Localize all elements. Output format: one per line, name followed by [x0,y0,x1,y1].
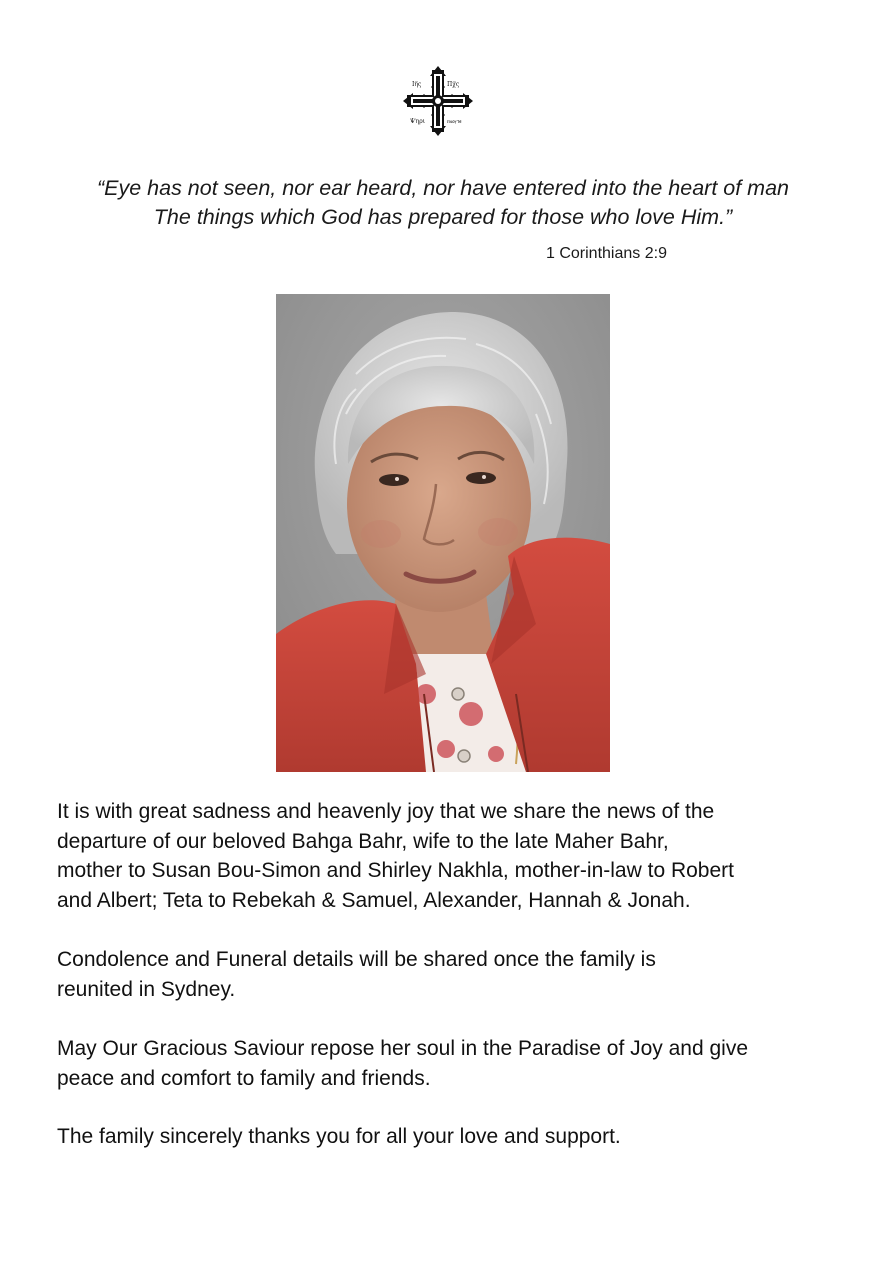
verse-line-1: “Eye has not seen, nor ear heard, nor have entered into the heart of man [96,176,790,200]
portrait-photo [276,294,610,772]
bible-verse [30,174,856,232]
cross-glyph-top-right: Πχ̅ς [447,81,460,88]
announcement-line: reunited in Sydney. [57,977,236,1001]
announcement-line: mother to Susan Bou-Simon and Shirley Nakhla, mother-in-law to Robert [57,859,734,882]
announcement-line: peace and comfort to family and friends. [57,1066,431,1090]
announcement-line: It is with great sadness and heavenly joy that we share the news of the [57,800,715,823]
announcement-line: departure of our beloved Bahga Bahr, wife to the late Maher Bahr, [57,829,669,853]
announcement-paragraph-4 [57,1122,837,1152]
announcement-paragraph-3 [57,1034,837,1093]
announcement-line: and Albert; Teta to Rebekah & Samuel, Alexander, Hannah & Jonah. [57,888,691,912]
announcement-line: Condolence and Funeral details will be shared once the family is [57,948,656,971]
announcement-line: The family sincerely thanks you for all your love and support. [57,1125,621,1148]
announcement-line: May Our Gracious Saviour repose her soul in the Paradise of Joy and give [57,1037,749,1060]
cross-glyph-bottom-left: Ѱηρι [410,118,426,125]
announcement-paragraph-2 [57,945,837,1004]
announcement-paragraph-1 [57,797,837,915]
verse-reference: 1 Corinthians 2:9 [546,245,667,262]
cross-glyph-top-left: Ιη̅ς [412,81,422,88]
coptic-cross-icon [403,66,473,136]
cross-glyph-bottom-right: ⲡⲛⲟⲩⲧⲉ [447,119,462,125]
verse-line-2: The things which God has prepared for those who love Him.” [153,205,733,229]
